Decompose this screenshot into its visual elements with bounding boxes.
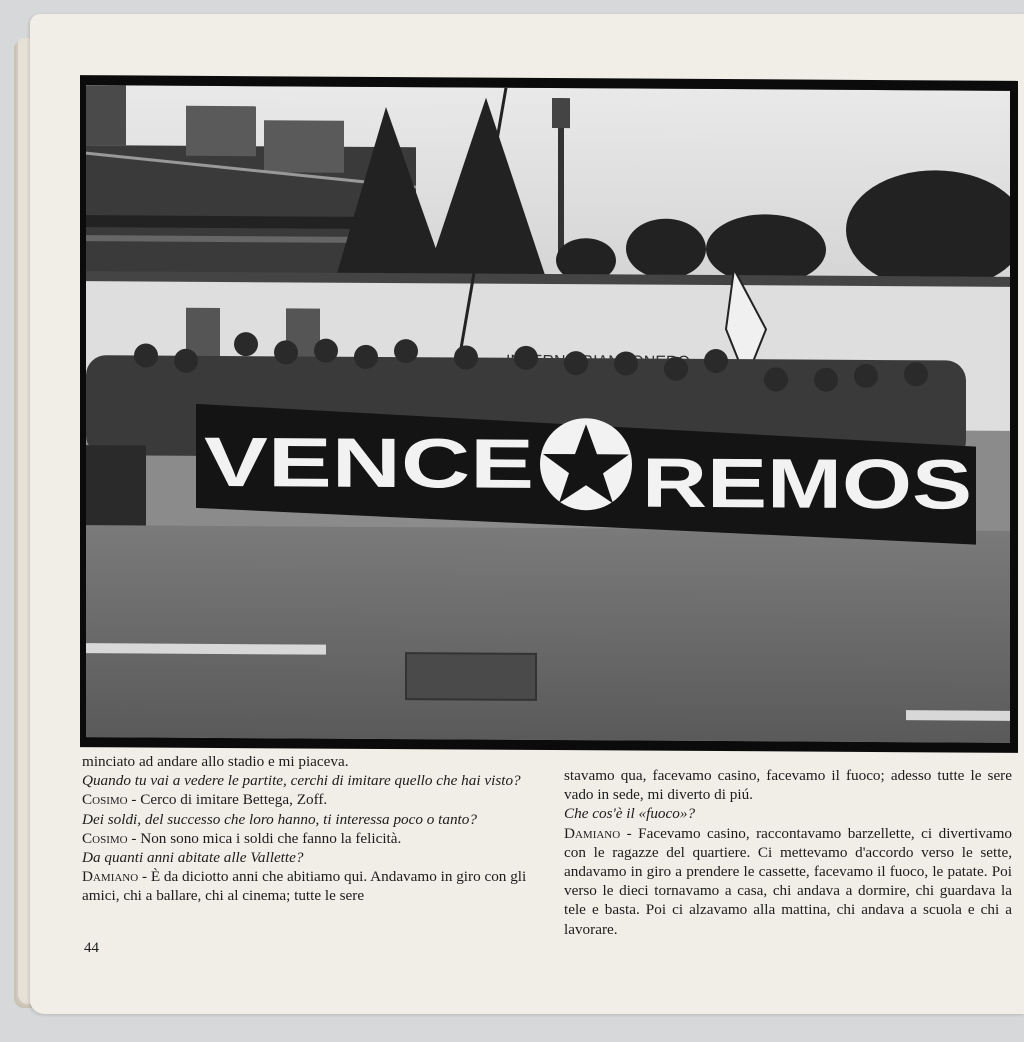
paragraph (564, 766, 1012, 804)
speaker-name: Damiano (564, 824, 621, 842)
banner-text-right: REMOS (642, 443, 899, 524)
speaker-name: Cosimo (82, 791, 128, 809)
paragraph (82, 790, 534, 809)
paragraph-text: stavamo qua, facevamo casino, facevamo il fuoco; adesso tutte le sere vado in sede, mi diverto di piú. (564, 767, 1012, 804)
photograph-frame (80, 75, 1018, 753)
paragraph (564, 824, 1012, 939)
text-column-right (564, 766, 1012, 939)
paragraph (82, 771, 534, 790)
paragraph (82, 829, 534, 848)
paragraph (82, 867, 534, 905)
paragraph-text: - Cerco di imitare Bettega, Zoff. (127, 791, 328, 809)
paragraph-text: Che cos'è il «fuoco»? (564, 805, 696, 823)
page-number: 44 (84, 940, 99, 956)
banner-text-left: VENCE (204, 422, 446, 503)
paragraph-text: minciato ad andare allo stadio e mi piaceva. (82, 753, 349, 770)
paragraph-text: Quando tu vai a vedere le partite, cerchi di imitare quello che hai visto? (82, 772, 521, 790)
speaker-name: Damiano (82, 868, 139, 886)
paragraph (82, 848, 534, 867)
photograph (86, 85, 1010, 743)
manhole-cover (406, 653, 536, 700)
paragraph (82, 810, 534, 829)
paragraph-text: - Non sono mica i soldi che fanno la felicità. (127, 829, 402, 847)
paragraph (82, 752, 534, 771)
paragraph-text: - È da diciotto anni che abitiamo qui. Andavamo in giro con gli amici, chi a ballare, chi al cinema; tutte le sere (82, 868, 527, 905)
paragraph-text: - Facevamo casino, raccontavamo barzellette, ci divertivamo con le ragazze del quartiere. Ci mettevamo d'accordo verso le sette, andavamo in giro a prendere le cassette, facevamo il fuoco, le patate. Poi verso le dieci tornavamo a casa, chi andava a dormire, chi guardava la tele e basta. Poi ci alzavamo alla mattina, chi andava a scuola e chi a lavorare. (564, 824, 1012, 938)
road (86, 525, 1010, 743)
text-column-left (82, 752, 534, 906)
paragraph (564, 804, 1012, 823)
speaker-name: Cosimo (82, 829, 128, 847)
paragraph-text: Dei soldi, del successo che loro hanno, ti interessa poco o tanto? (82, 810, 477, 828)
photograph-image (86, 85, 1010, 743)
paragraph-text: Da quanti anni abitate alle Vallette? (82, 849, 304, 867)
